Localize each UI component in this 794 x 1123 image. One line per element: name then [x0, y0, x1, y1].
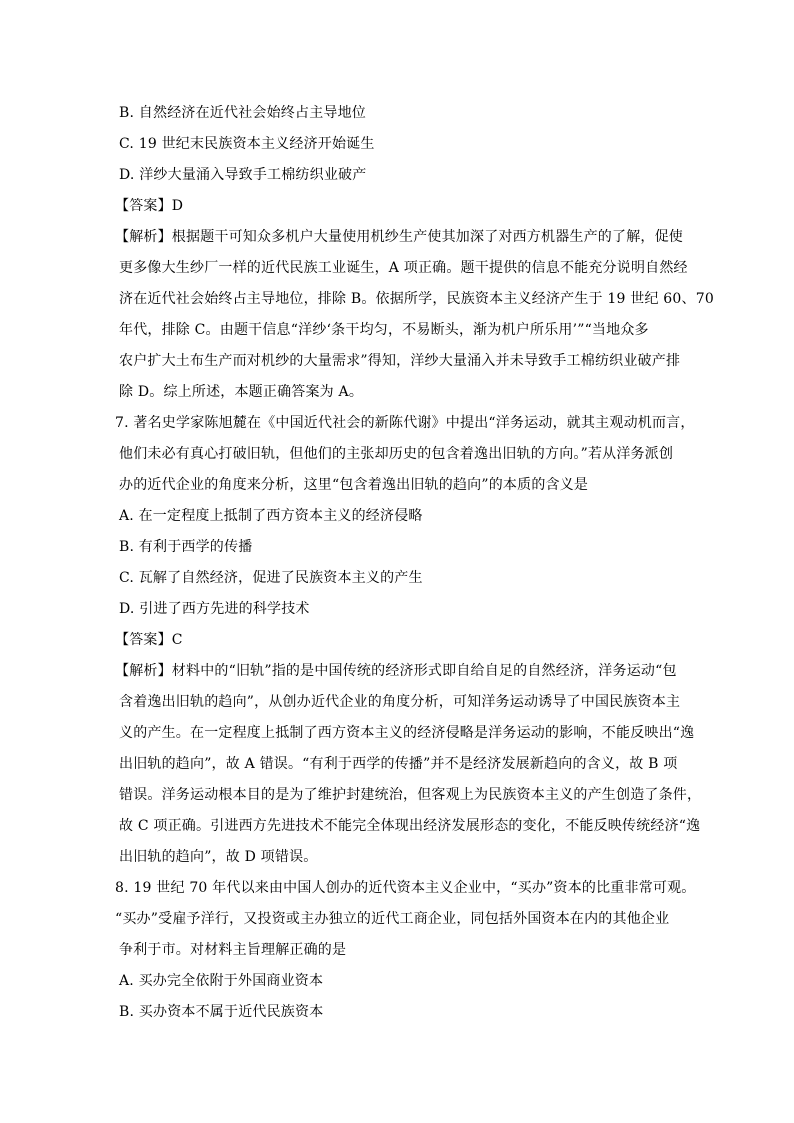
question-7-line-2: 他们未必有真心打破旧轨，但他们的主张却历史的包含着逸出旧轨的方向。”若从洋务派创 [119, 446, 674, 462]
question-7-line-3: 办的近代企业的角度来分析，这里“包含着逸出旧轨的趋向”的本质的含义是 [119, 477, 589, 493]
analysis-q6-line-1: 【解析】根据题干可知众多机户大量使用机纱生产使其加深了对西方机器生产的了解，促使 [115, 229, 683, 245]
option-d-q6: D. 洋纱大量涌入导致手工棉纺织业破产 [119, 167, 367, 183]
question-8-line-3: 争利于市。对材料主旨理解正确的是 [119, 942, 347, 958]
option-a-q7: A. 在一定程度上抵制了西方资本主义的经济侵略 [119, 508, 423, 524]
answer-label-q6: 【答案】D [115, 198, 184, 214]
option-c-q7: C. 瓦解了自然经济，促进了民族资本主义的产生 [119, 570, 423, 586]
analysis-q6-line-5: 农户扩大土布生产而对机纱的大量需求”得知，洋纱大量涌入并未导致手工棉纺织业破产排 [119, 353, 681, 369]
option-b-q7: B. 有利于西学的传播 [119, 539, 253, 555]
option-c-q6: C. 19 世纪末民族资本主义经济开始诞生 [119, 136, 375, 152]
answer-label-q7: 【答案】C [115, 632, 183, 648]
question-8-line-2: “买办”受雇予洋行，又投资或主办独立的近代工商企业，同包括外国资本在内的其他企业 [115, 911, 670, 927]
analysis-q7-line-1: 【解析】材料中的“旧轨”指的是中国传统的经济形式即自给自足的自然经济，洋务运动“包 [115, 663, 677, 679]
analysis-q7-line-4: 出旧轨的趋向”，故 A 错误。“有利于西学的传播”并不是经济发展新趋向的含义，故 B 项 [119, 756, 678, 772]
analysis-q6-line-2: 更多像大生纱厂一样的近代民族工业诞生，A 项正确。题干提供的信息不能充分说明自然经 [119, 260, 688, 276]
analysis-q7-line-6: 故 C 项正确。引进西方先进技术不能完全体现出经济发展形态的变化，不能反映传统经济“逸 [119, 818, 701, 834]
option-b-q8: B. 买办资本不属于近代民族资本 [119, 1004, 324, 1020]
analysis-q7-line-5: 错误。洋务运动根本目的是为了维护封建统治，但客观上为民族资本主义的产生创造了条件， [119, 787, 702, 803]
analysis-q7-line-2: 含着逸出旧轨的趋向”，从创办近代企业的角度分析，可知洋务运动诱导了中国民族资本主 [119, 694, 681, 710]
analysis-q6-line-6: 除 D。综上所述，本题正确答案为 A。 [119, 384, 364, 400]
option-b-q6: B. 自然经济在近代社会始终占主导地位 [119, 105, 366, 121]
analysis-q6-line-4: 年代，排除 C。由题干信息“洋纱‘条干均匀，不易断头，渐为机户所乐用’”“当地众多 [119, 322, 649, 338]
analysis-q6-line-3: 济在近代社会始终占主导地位，排除 B。依据所学，民族资本主义经济产生于 19 世纪 60、70 [119, 291, 714, 307]
option-d-q7: D. 引进了西方先进的科学技术 [119, 601, 310, 617]
analysis-q7-line-7: 出旧轨的趋向”，故 D 项错误。 [119, 849, 318, 865]
question-8-line-1: 8. 19 世纪 70 年代以来由中国人创办的近代资本主义企业中，“买办”资本的比重非常可观。 [115, 880, 696, 896]
question-7-line-1: 7. 著名史学家陈旭麓在《中国近代社会的新陈代谢》中提出“洋务运动，就其主观动机而言， [115, 415, 695, 431]
option-a-q8: A. 买办完全依附于外国商业资本 [119, 973, 324, 989]
analysis-q7-line-3: 义的产生。在一定程度上抵制了西方资本主义的经济侵略是洋务运动的影响，不能反映出“逸 [119, 725, 695, 741]
